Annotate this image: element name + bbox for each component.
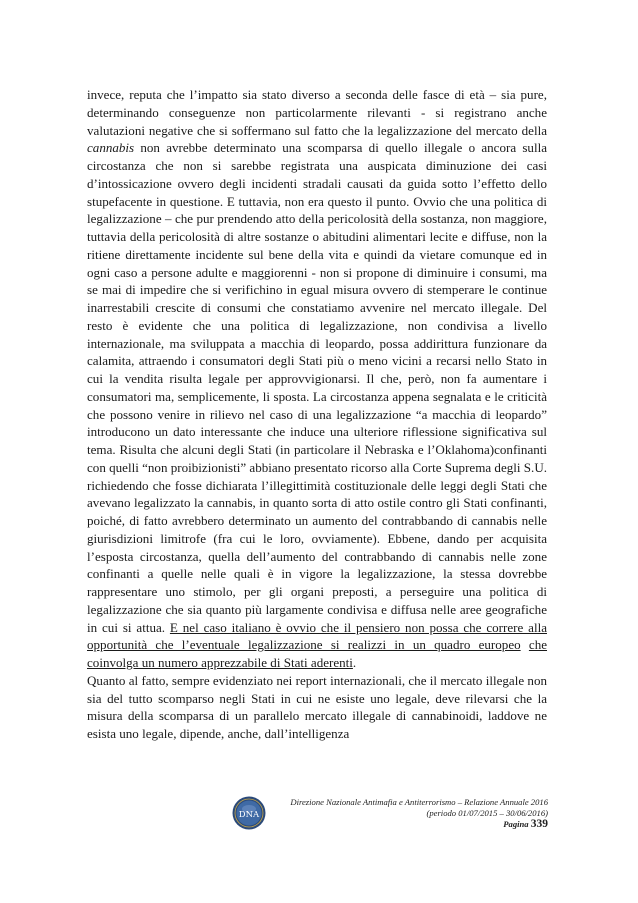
text-line: ovviamente). Ebbene, dando per acquisita l’esposta circostanza, quella [87,530,547,564]
text-line: stemperare le continue inarrestabili crescite di consumi che constatiamo [87,282,548,315]
underlined-text: opportunità che l’eventuale legalizzazione si realizzi in un quadro europeo [87,637,521,653]
footer-text [290,797,548,830]
text-line: Stati che avevano legalizzato la cannabis, in quanto sorta di atto ostile contro [87,477,547,511]
text-line: proibizionisti” abbiano presentato ricorso alla Corte Suprema degli S.U. [170,459,548,475]
text-line: richiedendo che fosse dichiarata l’illegittimità costituzionale delle leggi degli [87,477,497,493]
text-line: macchia di leopardo” introducono un dato interessante che induce una [87,406,547,440]
text-line: particolare il Nebraska e l’Oklahoma)confinanti con quelli “non [87,442,548,475]
text-line: risulta legale per approvvigionarsi. Il che, però, non fa aumentare i [169,371,547,386]
text-line: stimolo, per gli organi preposti, a perseguire una politica di legalizzazione che [87,584,547,617]
text-line: nelle quali è in vigore la legalizzazione, la stessa dovrebbe rappresentare uno [87,566,548,599]
footer-line-2: (periodo 01/07/2015 – 30/06/2016) [426,808,548,818]
text-line: diminuzione dei casi d’intossicazione ovvero degli incidenti stradali causati [87,158,548,191]
text-fragment: del mercato della [455,122,547,138]
text-line: sia quanto più largamente condivisa e diffusa nelle aree geografiche in cui si [87,601,547,635]
text-line: illegale o ancora sulla circostanza che non si sarebbe registrata una auspicata [87,140,547,173]
text-line: macchia di leopardo, possa addirittura funzionare da calamita, attraendo i [87,335,548,369]
text-line: invece, reputa che l’impatto sia stato diverso a seconda delle fasce di età – sia [87,87,516,102]
text-line: legalizzazione, non condivisa a livello internazionale, ma sviluppata a [87,317,547,351]
text-line: questo il punto. Ovvio che una politica di legalizzazione – che pur prendendo [87,193,547,227]
text-fragment: non avrebbe determinato una scomparsa di quello [134,140,418,156]
paragraph-2 [87,672,547,743]
dna-logo-icon [232,796,266,830]
underlined-text: che coinvolga un numero apprezzabile di Stati aderenti [87,637,548,670]
text-line: consumatori degli Stati più o meno vicini a recarsi nello Stato in cui la vendita [87,353,547,386]
text-line: illegale non sia del tutto scomparso negli Stati in cui ne esiste uno legale, [87,672,547,706]
page-number: 339 [530,818,548,830]
text-line: consumatori ma, semplicemente, li sposta. La circostanza appena segnalata e [87,388,491,404]
paragraph-1 [87,86,547,672]
page-footer [232,796,548,840]
text-line: deve rilevarsi che la misura della scomparsa di un parallelo mercato illegale di [87,690,547,724]
text-line: direttamente incidente sul bene della vita e quindi da vietare comunque ed in [125,246,547,262]
text-line: da guida sotto l’effetto dello stupefacente in questione. E tuttavia, non era [87,175,548,209]
text-line: pure, determinando conseguenze non particolarmente rilevanti - si registrano [87,87,547,120]
page-label: Pagina [503,819,531,829]
page-number-line [290,819,548,830]
underlined-text: E nel caso italiano è ovvio che il pensiero non possa che correre alla [169,619,547,635]
text-fragment: . [352,655,357,670]
text-line: le criticità che possono venire in rilievo nel caso di una legalizzazione “a [87,388,547,422]
text-line: anche valutazioni negative che si soffermano sul fatto che la legalizzazione [87,104,547,138]
footer-line-1: Direzione Nazionale Antimafia e Antiterrorismo – Relazione Annuale 2016 [290,797,548,807]
text-line: Quanto al fatto, sempre evidenziato nei report internazionali, che il mercato [87,672,483,688]
text-line: cannabinoidi, laddove ne esista uno legale, dipende, anche, dall’intelligenza [87,708,547,741]
text-line: contrabbando di cannabis nelle giurisdizioni limitrofe (fra cui le loro, [87,513,547,546]
text-line: dell’aumento del contrabbando di cannabis nelle zone confinanti a quelle [87,548,548,582]
text-line: consumi, ma se mai di impedire che si verifichino in egual misura ovvero di [87,264,547,298]
text-line: ulteriore riflessione significativa sul tema. Risulta che alcuni degli Stati (in [87,424,548,457]
logo-text: DNA [238,810,260,820]
text-line: avvenire nel mercato illegale. Del resto è evidente che una politica di [87,300,547,333]
text-line: di altre sostanze o abitudini alimentari lecite e diffuse, non la ritiene [87,229,548,262]
body-text [87,86,547,743]
text-line: gli Stati confinanti, poiché, di fatto avrebbero determinato un aumento del [87,495,548,528]
text-line: ogni caso a persone adulte e maggiorenni - non si propone di diminuire i [87,264,476,280]
text-fragment: attua. [136,619,170,635]
italic-term: cannabis [87,140,135,156]
text-line: atto della pericolosità della sostanza, non maggiore, tuttavia della pericolosità [87,211,547,244]
